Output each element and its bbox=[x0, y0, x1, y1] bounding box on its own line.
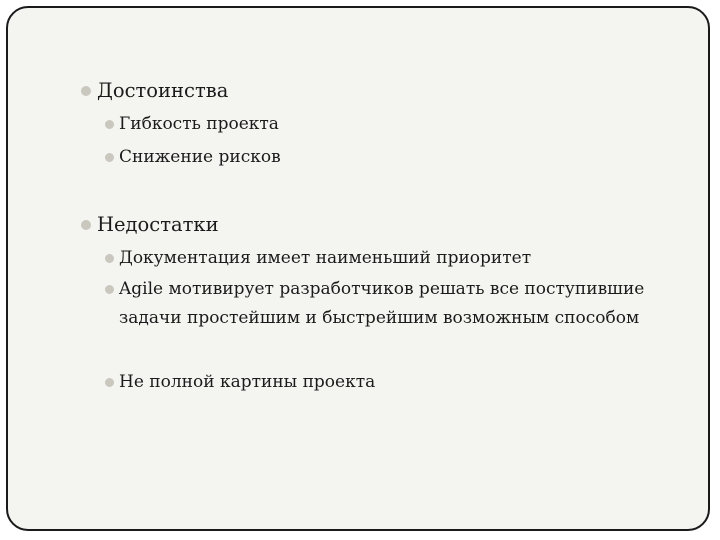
slide-content bbox=[8, 8, 708, 529]
bullet-icon bbox=[105, 285, 114, 294]
bullet-icon bbox=[81, 220, 91, 230]
bullet-icon bbox=[105, 153, 114, 162]
list-item-text: Документация имеет наименьший приоритет bbox=[119, 248, 532, 268]
bullet-icon bbox=[105, 120, 114, 129]
list-item-text: Agile мотивирует разработчиков решать все поступившие задачи простейшим и быстрейшим возможным способом bbox=[119, 279, 645, 328]
heading-text: Недостатки bbox=[97, 213, 219, 236]
slide bbox=[6, 6, 710, 531]
bullet-icon bbox=[105, 378, 114, 387]
bullet-icon bbox=[81, 86, 91, 96]
heading-text: Достоинства bbox=[97, 79, 229, 102]
list-item-text: Не полной картины проекта bbox=[119, 372, 376, 392]
list-item bbox=[105, 372, 375, 393]
heading-disadvantages bbox=[81, 212, 219, 238]
list-item bbox=[105, 275, 665, 333]
list-item bbox=[105, 147, 281, 168]
list-item-text: Снижение рисков bbox=[119, 147, 281, 167]
list-item bbox=[105, 114, 279, 135]
heading-advantages bbox=[81, 78, 228, 104]
list-item-text: Гибкость проекта bbox=[119, 114, 279, 134]
bullet-icon bbox=[105, 254, 114, 263]
list-item bbox=[105, 248, 531, 269]
